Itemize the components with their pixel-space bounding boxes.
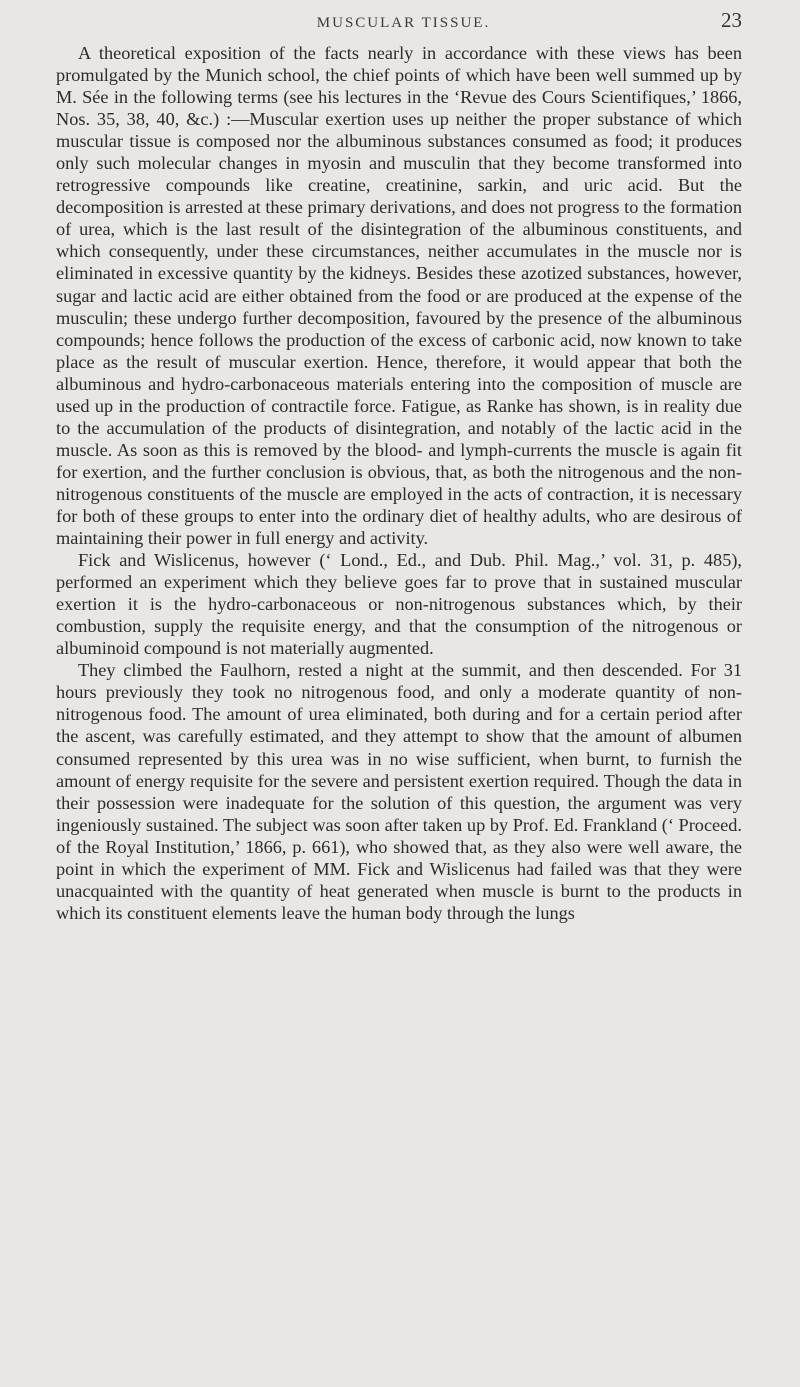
body-text — [56, 42, 742, 924]
paragraph-fick-wislicenus: Fick and Wislicenus, however (‘ Lond., Ed., and Dub. Phil. Mag.,’ vol. 31, p. 485), performed an experiment which they believe goes far to prove that in sustained muscular exertion it is the hydro-carbonaceous or non-nitrogenous substances which, by their combustion, supply the requisite energy, and that the consumption of the nitrogenous or albuminoid compound is not materially augmented. — [56, 550, 742, 659]
running-head-title: MUSCULAR TISSUE. — [316, 15, 491, 31]
paragraph-faulhorn-climb: They climbed the Faulhorn, rested a night at the summit, and then descended. For 31 hours previously they took no nitrogenous food, and only a moderate quantity of non-nitrogenous food. The amount of urea eliminated, both during and for a certain period after the ascent, was carefully estimated, and they attempt to show that the amount of albumen consumed represented by this urea was in no wise sufficient, when burnt, to furnish the amount of energy requisite for the severe and persistent exertion required. Though the data in their possession were inadequate for the solution of this question, the argument was very ingeniously sustained. The subject was soon after taken up by Prof. Ed. Frankland (‘ Proceed. of the Royal Institution,’ 1866, p. 661), who showed that, as they also were well aware, the point in which the experiment of MM. Fick and Wislicenus had failed was that they were unacquainted with the quantity of heat generated when muscle is burnt to the products in which its constituent elements leave the human body through the lungs — [56, 660, 742, 923]
page-number: 23 — [720, 8, 742, 32]
paragraph-munich-school: A theoretical exposition of the facts nearly in accordance with these views has been promulgated by the Munich school, the chief points of which have been well summed up by M. Sée in the following terms (see his lectures in the ‘Revue des Cours Scientifiques,’ 1866, Nos. 35, 38, 40, &c.) :—Muscular exertion uses up neither the proper substance of which muscular tissue is composed nor the albuminous substances consumed as food; it produces only such molecular changes in myosin and musculin that they become transformed into retrogressive compounds like creatine, creatinine, sarkin, and uric acid. But the decomposition is arrested at these primary derivations, and does not progress to the formation of urea, which is the last result of the disintegration of the albuminous constituents, and which consequently, under these circumstances, neither accumulates in the muscle nor is eliminated in excessive quantity by the kidneys. Besides these azotized substances, however, sugar and lactic acid are either obtained from the food or are produced at the expense of the musculin; these undergo further decomposition, favoured by the presence of the albuminous compounds; hence follows the production of the excess of carbonic acid, now known to take place as the result of muscular exertion. Hence, therefore, it would appear that both the albuminous and hydro-carbonaceous materials entering into the composition of muscle are used up in the production of contractile force. Fatigue, as Ranke has shown, is in reality due to the accumulation of the products of disintegration, and notably of the lactic acid in the muscle. As soon as this is removed by the blood- and lymph-currents the muscle is again fit for exertion, and the further conclusion is obvious, that, as both the nitrogenous and the non-nitrogenous constituents of the muscle are employed in the acts of contraction, it is necessary for both of these groups to enter into the ordinary diet of healthy adults, who are desirous of maintaining their power in full energy and activity. — [56, 43, 742, 549]
running-head — [56, 8, 742, 42]
